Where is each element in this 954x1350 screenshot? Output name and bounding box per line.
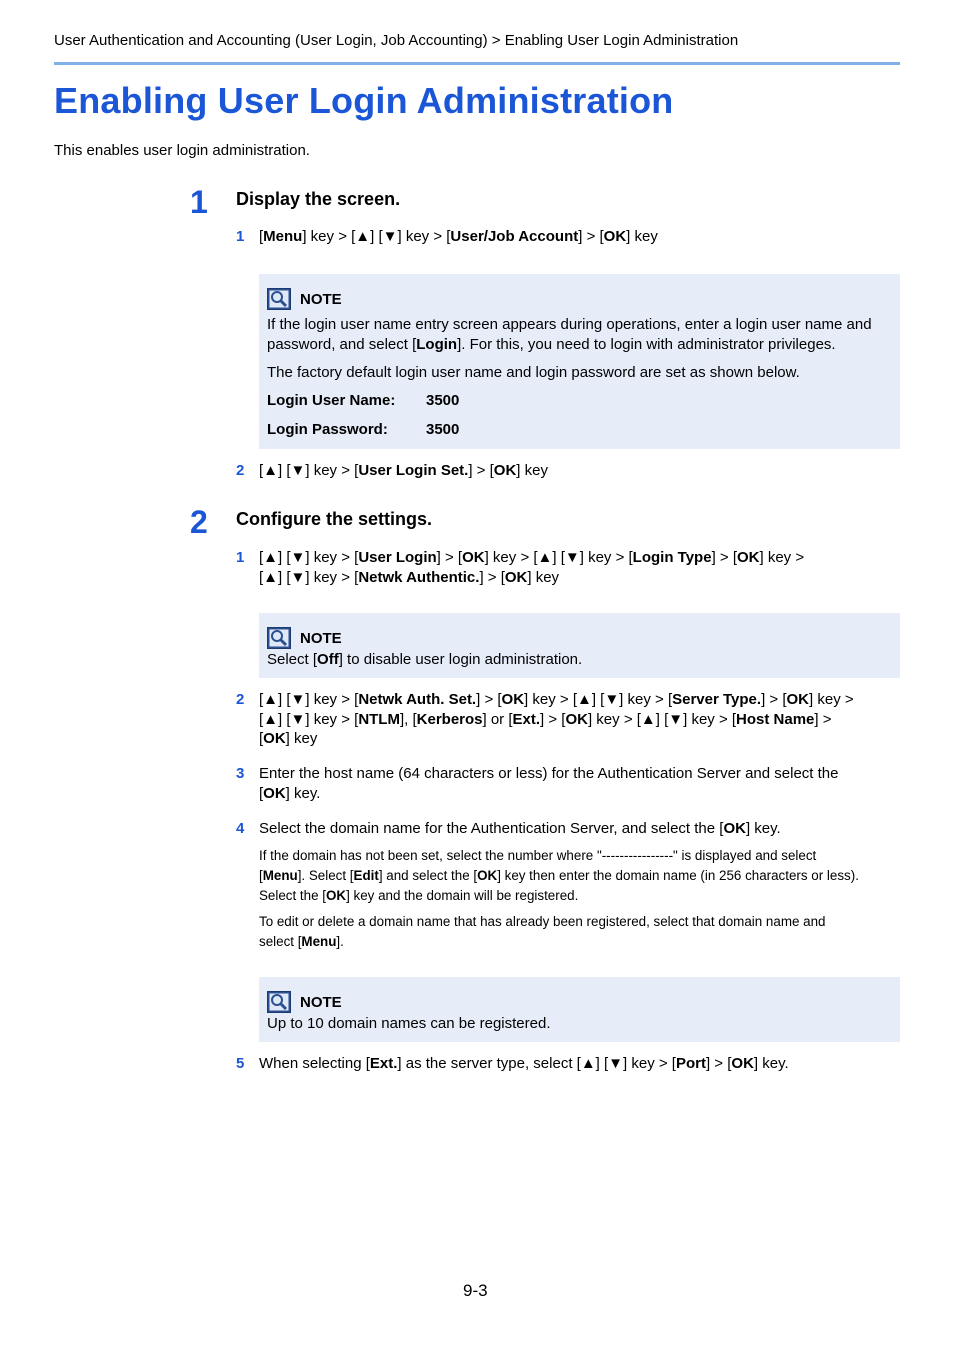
intro-text: This enables user login administration. [54,142,310,159]
step-2-sub-2-text: [▲] [▼] key > [Netwk Auth. Set.] > [OK] key > [▲] [▼] key > [Server Type.] > [OK] key > [▲] [▼] key > [NTLM], [Kerberos] or [Ext.] > [OK] key > [▲] [▼] key > [Host Name] > [OK] key [259,691,854,747]
step-1-title: Display the screen. [236,189,401,209]
note-label: NOTE [300,290,342,308]
page-number: 9-3 [463,1281,488,1300]
step-1-sub-2-number: 2 [236,462,245,479]
note-header [267,288,342,310]
page-title: Enabling User Login Administration [54,80,674,121]
note-1-paragraph-2: The factory default login user name and login password are set as shown below. [267,364,800,381]
domain-detail-2: To edit or delete a domain name that has already been registered, select that domain name and select [Menu]. [259,914,826,949]
note-box-3 [259,977,900,1042]
step-2-number: 2 [190,504,208,540]
step-1-sub-1-text: [Menu] key > [▲] [▼] key > [User/Job Account] > [OK] key [259,228,658,245]
step-2-sub-3-number: 3 [236,765,245,782]
note-box-1 [259,274,900,449]
login-password-value: 3500 [426,421,460,438]
step-1-number: 1 [190,184,208,220]
step-2-sub-4-number: 4 [236,820,245,837]
note-magnifier-icon [267,627,291,649]
note-header [267,627,342,649]
login-password-label: Login Password: [267,421,388,438]
step-2-sub-1-text: [▲] [▼] key > [User Login] > [OK] key > [▲] [▼] key > [Login Type] > [OK] key > [▲] [▼] key > [Netwk Authentic.] > [OK] key [259,549,805,586]
step-2-sub-3-text: Enter the host name (64 characters or less) for the Authentication Server and select the [OK] key. [259,765,839,802]
step-2-sub-2-number: 2 [236,691,245,708]
note-3-text: Up to 10 domain names can be registered. [267,1015,551,1032]
login-user-name-row [267,392,460,409]
note-2-text: Select [Off] to disable user login administration. [267,651,583,668]
note-header [267,991,342,1013]
step-2-sub-1-number: 1 [236,549,245,566]
step-1-sub-2-text: [▲] [▼] key > [User Login Set.] > [OK] key [259,462,548,479]
note-magnifier-icon [267,288,291,310]
note-label: NOTE [300,629,342,647]
login-user-name-label: Login User Name: [267,392,396,409]
domain-detail-1: If the domain has not been set, select the number where "----------------" is displayed and select [Menu]. Select [Edit] and select the [OK] key then enter the domain name (in 256 characters or less). Select the [OK] key and the domain will be registered. [259,848,859,903]
note-box-2 [259,613,900,678]
login-password-row [267,421,460,438]
step-2-sub-5-number: 5 [236,1055,245,1072]
header-rule [54,62,900,65]
note-magnifier-icon [267,991,291,1013]
step-2-sub-4-text: Select the domain name for the Authentication Server, and select the [OK] key. [259,820,781,837]
note-label: NOTE [300,993,342,1011]
login-user-name-value: 3500 [426,392,460,409]
step-2-sub-5-text: When selecting [Ext.] as the server type, select [▲] [▼] key > [Port] > [OK] key. [259,1055,789,1072]
breadcrumb: User Authentication and Accounting (User Login, Job Accounting) > Enabling User Login Administration [54,32,739,49]
step-1-sub-1-number: 1 [236,228,245,245]
step-2-title: Configure the settings. [236,509,433,529]
note-1-paragraph-1: If the login user name entry screen appears during operations, enter a login user name and password, and select [Login]. For this, you need to login with administrator privileges. [267,316,872,353]
